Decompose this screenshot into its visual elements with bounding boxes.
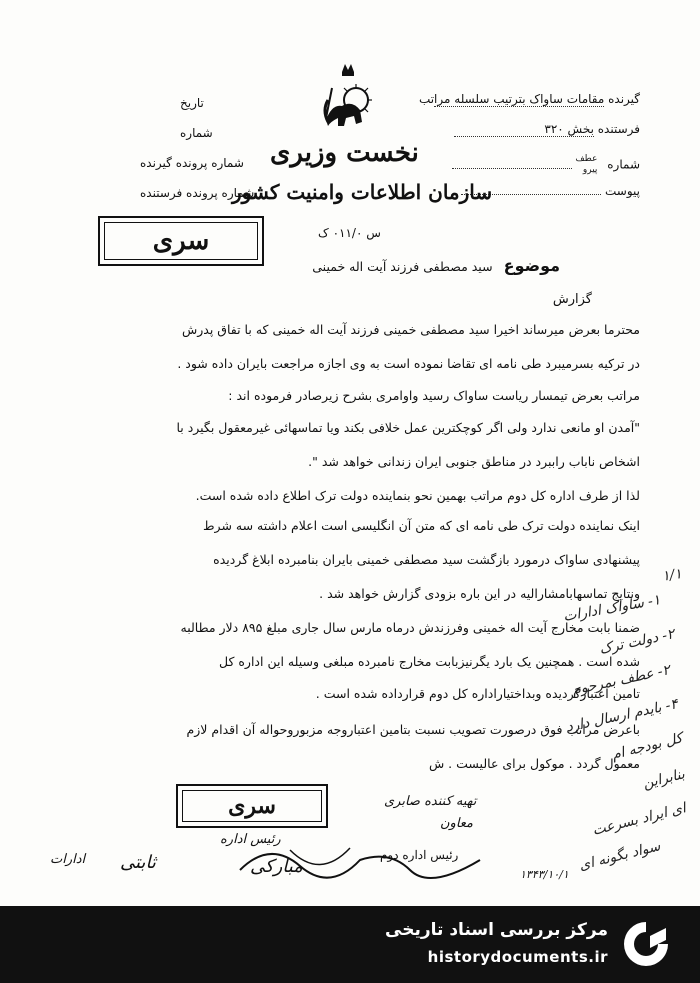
handwritten-note: ای ایراد بسرعت <box>591 800 688 839</box>
number-left-label: شماره <box>180 126 213 140</box>
body-line: در ترکیه بسرمیبرد طی نامه ای تقاضا نموده است به وی اجازه مراجعت بایران داده شود . <box>177 356 640 371</box>
report-label: گزارش <box>552 292 592 307</box>
body-line: اشخاص ناباب راببرد در مناطق جنوبی ایران زندانی خواهد شد ". <box>308 454 640 469</box>
head-role: رئیس اداره <box>220 832 281 847</box>
body-line: اینک نماینده دولت ترک طی نامه ای که متن آن انگلیسی است اعلام داشته سه شرط <box>202 518 640 533</box>
handwritten-note: سواد بگونه ای <box>577 838 662 874</box>
org-title-main: نخست وزیری <box>270 138 419 168</box>
handwritten-note: ۲- عطف بمرحوم <box>570 662 672 699</box>
subject-label: موضوع <box>503 256 560 275</box>
lion-and-sun-emblem-icon <box>318 60 378 140</box>
archive-logo-icon <box>620 918 672 970</box>
ref-label: عطف <box>575 154 598 164</box>
recipient-file-label: شماره پرونده گیرنده <box>140 156 244 170</box>
body-line: ونتایج تماسهابامشارالیه در این باره بزودی گزارش خواهد شد . <box>319 586 640 601</box>
sender-file-label: شماره پرونده فرستنده <box>140 186 255 200</box>
recipient-label: گیرنده <box>608 92 640 106</box>
subject-value: سید مصطفی فرزند آیت اله خمینی <box>312 259 493 274</box>
follow-label: پیرو <box>582 165 598 175</box>
sender-row <box>454 122 640 137</box>
body-line: باعرض مراتب فوق درصورت تصویب نسبت بتامین اعتباروجه مزبوروحواله آن اقدام لازم <box>186 722 640 737</box>
sender-value: بخش ۳۲۰ <box>454 122 594 137</box>
handwritten-note: ۱/۱ <box>661 566 684 585</box>
date-label: تاریخ <box>180 96 204 110</box>
classification-stamp <box>98 216 264 266</box>
handwritten-note: بنابراین <box>640 766 686 793</box>
org-title-sub: سازمان اطلاعات وامنیت کشور <box>232 180 493 204</box>
attachment-label: پیوست <box>605 184 640 198</box>
watermark-banner <box>0 906 700 983</box>
number-row <box>452 154 640 176</box>
handwritten-note: ۲- دولت ترک <box>597 626 676 658</box>
body-line: مراتب بعرض تیمسار ریاست ساواک رسید واوامری بشرح زیرصادر فرموده اند : <box>228 388 640 403</box>
handwritten-note: ۴- بایدم ارسال دارد <box>565 696 680 736</box>
left-signature: ثابتی <box>120 852 156 873</box>
classification-text: سری <box>152 226 210 256</box>
number-label: شماره <box>607 157 640 172</box>
handwritten-note: ۱- ساواک ادارات <box>561 592 662 625</box>
body-line: شده است . همچنین یک بارد یگرنیزبابت مخارج نامبرده مبلغی وسیله این اداره کل <box>218 654 640 669</box>
body-line: ضمنا بابت مخارج آیت اله خمینی وفرزندش درماه مارس سال جاری مبلغ ۸۹۵ دلار مطالبه <box>180 620 640 635</box>
subject-row <box>312 256 560 275</box>
classification-text-bottom: سری <box>228 793 276 819</box>
head-label: رئیس اداره دوم <box>380 848 459 862</box>
body-line: "آمدن او مانعی ندارد ولی اگر کوچکترین عمل خلافی بکند ویا تماسهائی غیرمعقول بگیرد با <box>176 420 640 435</box>
left-note: ادارات <box>50 852 86 867</box>
classification-stamp-bottom <box>176 784 328 828</box>
recipient-row <box>418 92 640 107</box>
deputy-signature: معاون <box>440 816 474 831</box>
recipient-value: مقامات ساواک بترتیب سلسله مراتب <box>418 92 605 106</box>
prepared-by: تهیه کننده صابری <box>384 794 477 809</box>
body-line: تامین اعتبارگردیده وبداختیاراداره کل دوم قرارداده شده است . <box>315 686 640 701</box>
signature-scribble-icon <box>230 830 490 890</box>
body-line: لذا از طرف اداره کل دوم مراتب بهمین نحو بنماینده دولت ترک اطلاع داده شده است. <box>195 488 640 503</box>
watermark-title: مرکز بررسی اسناد تاریخی <box>385 920 608 940</box>
watermark-url[interactable]: historydocuments.ir <box>427 948 608 966</box>
date-row <box>180 96 204 110</box>
body-line: پیشنهادی ساواک درمورد بازگشت سید مصطفی خمینی بایران بنامبرده ابلاغ گردیده <box>213 552 640 567</box>
right-signature: مبارکی <box>250 856 303 877</box>
body-line: محترما بعرض میرساند اخیرا سید مصطفی خمینی فرزند آیت اله خمینی که با تفاق پدرش <box>181 322 640 337</box>
sender-label: فرستنده <box>597 122 640 136</box>
handwritten-note: کل بودجه ام <box>609 730 684 764</box>
number-left-row <box>180 126 213 140</box>
org-code: س ۰۱۱/۰ ک <box>318 226 381 240</box>
recipient-file-row <box>140 156 244 170</box>
signature-date: ۱۳۴۳/۱۰/۱ <box>520 868 569 881</box>
body-line: معمول گردد . موکول برای عالیست . ش <box>428 756 640 771</box>
